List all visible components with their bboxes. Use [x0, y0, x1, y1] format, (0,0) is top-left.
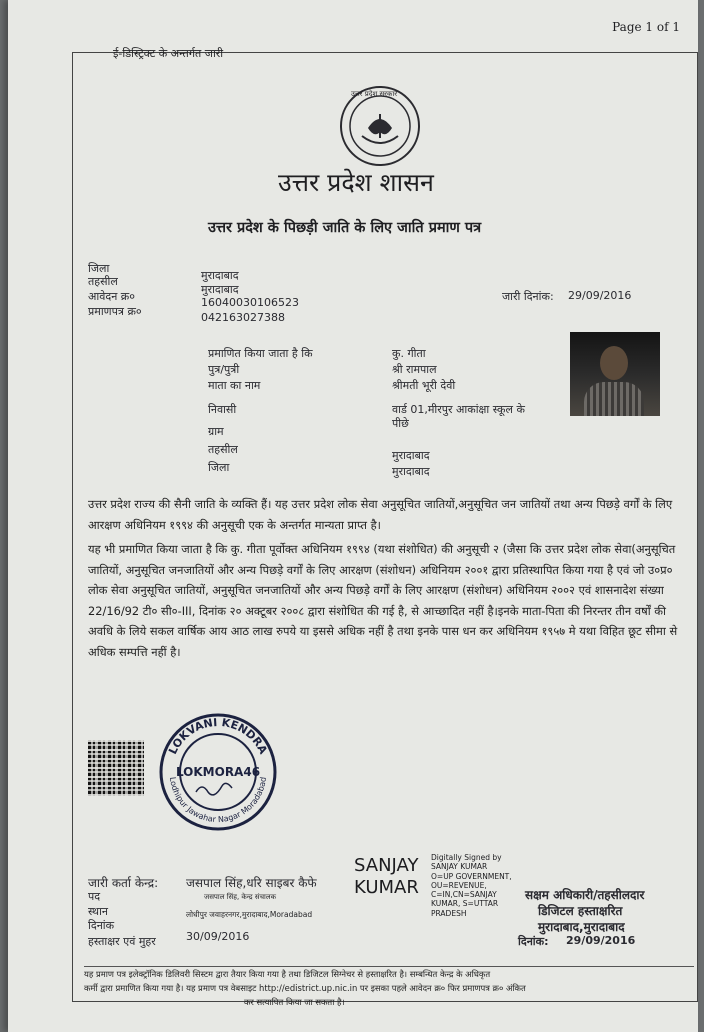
issuer-date-label: दिनांक	[88, 919, 115, 932]
stamp-signature	[196, 783, 232, 794]
signature-detail-line: C=IN,CN=SANJAY	[431, 890, 497, 900]
government-title: उत्तर प्रदेश शासन	[278, 168, 434, 197]
stamp-center-text: LOKMORA46	[175, 765, 261, 779]
village-label: ग्राम	[208, 425, 224, 438]
post-value: जसपाल सिंह, केन्द्र संचालक	[204, 893, 276, 901]
person-tehsil-label: तहसील	[208, 443, 238, 456]
certificate-body	[88, 494, 688, 666]
person-tehsil-value: मुरादाबाद	[392, 449, 430, 462]
footer-line-3: कर सत्यापित किया जा सकता है।	[244, 997, 345, 1007]
stamp-bottom-text: Lodhipur Jawahar Nagar Moradabad	[168, 776, 268, 825]
qr-code	[88, 740, 144, 796]
issuer-date-value: 30/09/2016	[186, 930, 250, 943]
document-page	[8, 0, 698, 1032]
footer-line-1: यह प्रमाण पत्र इलेक्ट्रॉनिक डिलिवरी सिस्टम द्वारा तैयार किया गया है तथा डिजिटल सिग्नेचर से हस्ताक्षरित है। सम्बन्धित केन्द्र के अधिकृत	[84, 969, 491, 979]
post-label: पद	[88, 890, 101, 903]
resident-label: निवासी	[208, 403, 237, 416]
tehsil-label: तहसील	[88, 275, 118, 288]
district-value: मुरादाबाद	[201, 269, 239, 282]
issue-date-label: जारी दिनांक:	[502, 290, 554, 303]
certified-label: प्रमाणित किया जाता है कि	[208, 347, 313, 360]
signature-detail-line: O=UP GOVERNMENT,	[431, 871, 512, 881]
authority-date-label: दिनांक:	[518, 935, 549, 948]
edistrict-line: ई-डिस्ट्रिक्ट के अन्तर्गत जारी	[113, 47, 224, 60]
signer-name-line1: SANJAY	[354, 855, 419, 876]
signature-detail-line: PRADESH	[431, 908, 467, 918]
centre-value: जसपाल सिंह,धरि साइबर कैफे	[186, 876, 317, 890]
authority-subtitle: डिजिटल हस्ताक्षरित	[538, 904, 623, 918]
photo-face	[600, 346, 628, 380]
place-value: लोधीपुर जवाहरनगर,मुरादाबाद,Moradabad	[186, 910, 313, 919]
issue-date-value: 29/09/2016	[568, 289, 632, 302]
sign-label: हस्ताक्षर एवं मुहर	[88, 935, 156, 948]
son-daughter-label: पुत्र/पुत्री	[208, 363, 240, 376]
district-label: जिला	[88, 262, 110, 275]
application-label: आवेदन क्र०	[88, 290, 135, 303]
emblem-text: उत्तर प्रदेश सरकार	[351, 90, 398, 98]
authority-location: मुरादाबाद,मुरादाबाद	[538, 920, 625, 934]
footer-note	[84, 966, 694, 1009]
son-daughter-value: श्री रामपाल	[392, 363, 437, 376]
resident-value-2: पीछे	[392, 417, 409, 430]
certificate-value: 042163027388	[201, 311, 285, 324]
signature-detail-line: OU=REVENUE,	[431, 880, 487, 890]
body-paragraph-2: यह भी प्रमाणित किया जाता है कि कु. गीता पूर्वोक्त अधिनियम १९९४ (यथा संशोधित) की अनुसूची २ (जैसा कि उत्तर प्रदेश लोक सेवा(अनुसूचित जातियों, अनुसूचित जनजातियों और अन्य पिछड़े वर्गों के लिए आरक्षण (संशोधन) अधिनियम २००१ द्वारा प्रतिस्थापित किया गया है एवं जो उ०प्र० लोक सेवा अनुसूचित जातियों, अनुसूचित जनजातियों और अन्य पिछड़े वर्गों के लिए आरक्षण (संशोधन) अधिनियम २००२ एवं शासनादेश संख्या 22/16/92 टी० सी०-III, दिनांक २० अक्टूबर २००८ द्वारा संशोधित की गई है, से आच्छादित नहीं है।इनके माता-पिता की निरन्तर तीन वर्षों की अवधि के लिये सकल वार्षिक आय आठ लाख रुपये या इससे अधिक नहीं है तथा इनके पास धन कर अधिनियम १९५७ मे यथा विहित छूट सीमा से अधिक सम्पत्ति नहीं है।	[88, 542, 678, 659]
application-value: 160400301065​23	[201, 296, 299, 309]
certificate-title: उत्तर प्रदेश के पिछड़ी जाति के लिए जाति प्रमाण पत्र	[208, 220, 482, 236]
applicant-photo	[570, 332, 660, 416]
photo-shirt	[584, 382, 644, 416]
stamp-top-text: LOKVANI KENDRA	[166, 715, 270, 757]
person-district-value: मुरादाबाद	[392, 465, 430, 478]
mother-value: श्रीमती भूरी देवी	[392, 379, 456, 392]
authority-date-value: 29/09/2016	[566, 934, 636, 947]
place-label: स्थान	[88, 905, 109, 918]
lokvani-stamp	[158, 712, 278, 832]
certified-value: कु. गीता	[392, 347, 426, 360]
page-number: Page 1 of 1	[612, 20, 680, 34]
signature-detail-line: SANJAY KUMAR	[431, 862, 488, 872]
footer-line-2: कर्मी द्वारा प्रमाणित किया गया है। यह प्रमाण पत्र वेबसाइट http://edistrict.up.nic.in पर इसका पहले आवेदन क्र० फिर प्रमाणपत्र क्र० अंकित	[84, 983, 526, 993]
signature-detail-line: Digitally Signed by	[431, 853, 502, 862]
body-paragraph-1: उत्तर प्रदेश राज्य की सैनी जाति के व्यक्ति हैं। यह उत्तर प्रदेश लोक सेवा अनुसूचित जातियों,अनुसूचित जन जातियों तथा अन्य पिछड़े वर्गों के लिए आरक्षण अधिनियम १९९४ की अनुसूची एक के अन्तर्गत मान्यता प्राप्त है।	[88, 497, 673, 532]
signature-detail-line: KUMAR, S=UTTAR	[431, 899, 499, 909]
signature-details	[431, 853, 512, 918]
signer-name-line2: KUMAR	[354, 877, 419, 898]
qr-overlay	[88, 740, 144, 796]
authority-title: सक्षम अधिकारी/तहसीलदार	[525, 888, 645, 902]
certificate-label: प्रमाणपत्र क्र०	[88, 305, 142, 318]
resident-value-1: वार्ड 01,मीरपुर आकांक्षा स्कूल के	[392, 403, 525, 416]
mother-label: माता का नाम	[208, 379, 261, 392]
person-district-label: जिला	[208, 461, 230, 474]
centre-label: जारी कर्ता केन्द्र:	[88, 876, 159, 890]
tehsil-value: मुरादाबाद	[201, 283, 239, 296]
